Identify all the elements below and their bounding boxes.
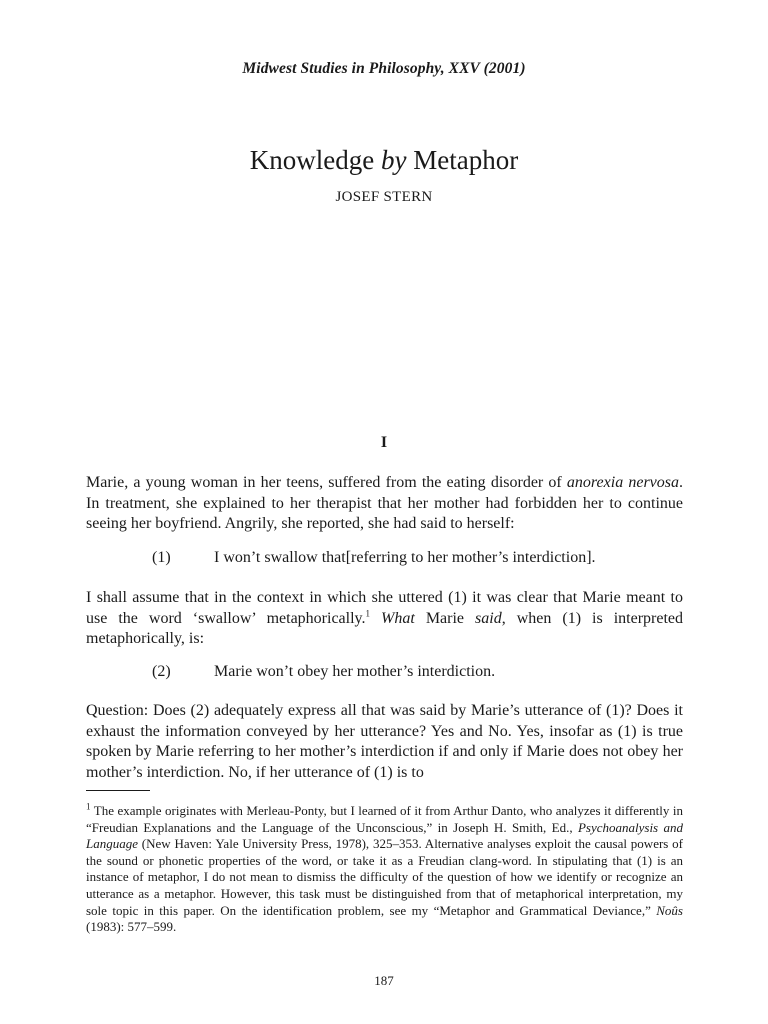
footnote-text-end: (1983): 577–599. [86, 919, 177, 935]
title-text-2: Metaphor [406, 145, 519, 175]
footnote-1 [86, 803, 683, 936]
paragraph-1-text: Marie, a young woman in her teens, suffered from the eating disorder of [86, 474, 567, 491]
article-author: JOSEF STERN [335, 189, 433, 205]
paragraph-2 [86, 588, 683, 650]
footnote-marker: 1 [86, 801, 91, 812]
section-heading: I [380, 434, 388, 451]
footnote-italic-title: Psychoanalysis and Language [86, 819, 683, 852]
paragraph-2-space [370, 610, 381, 627]
article-title [0, 145, 768, 176]
title-text-italic: by [381, 145, 407, 175]
footnote-text: The example originates with Merleau-Ponty, but I learned of it from Arthur Danto, who analyzes it differently in “Freudian Explanations and the Language of the Unconscious,” in Joseph H. Smith, Ed., [86, 803, 683, 835]
footnote-reference[interactable]: 1 [365, 608, 371, 619]
example-1-number: (1) [152, 549, 171, 566]
paragraph-2-italic-what: What [381, 609, 415, 627]
paragraph-2-text-mid: Marie [414, 609, 476, 627]
paragraph-1 [86, 473, 683, 535]
footnote-italic-journal: Noûs [656, 902, 683, 918]
paragraph-2-text: I shall assume that in the context in which she uttered (1) it was clear that Marie meant to use the word ‘swallow’ metaphorically. [86, 589, 683, 627]
example-2-text: Marie won’t obey her mother’s interdiction. [214, 663, 496, 680]
page-number: 187 [374, 973, 394, 988]
footnote-text-mid: (New Haven: Yale University Press, 1978), 325–353. Alternative analyses exploit the causal powers of the sound or phonetic properties of the word, or take it as a Freudian clang-word. In stipulating that (1) is an instance of metaphor, I do not mean to dismiss the difficulty of the question of how we identify or recognize an utterance as a metaphor. However, this task must be distinguished from that of metaphorical interpretation, my sole topic in this paper. On the identification problem, see my “Metaphor and Grammatical Deviance,” [86, 836, 683, 918]
footnote-divider [86, 790, 150, 791]
example-2-number: (2) [152, 663, 171, 680]
example-1-text: I won’t swallow that[referring to her mother’s interdiction]. [214, 549, 596, 566]
paragraph-1-text-end: . In treatment, she explained to her therapist that her mother had forbidden her to continue seeing her boyfriend. Angrily, she reported, she had said to herself: [86, 474, 684, 532]
title-text-1: Knowledge [249, 145, 381, 175]
journal-header: Midwest Studies in Philosophy, XXV (2001) [242, 60, 526, 77]
paragraph-3: Question: Does (2) adequately express all that was said by Marie’s utterance of (1)? Does it exhaust the information conveyed by her utterance? Yes and No. Yes, insofar as (1) is true spoken by Marie referring to her mother’s interdiction if and only if Marie does not obey her mother’s interdiction. No, if her utterance of (1) is to [86, 702, 683, 781]
paragraph-2-italic-said: said [475, 609, 502, 627]
paragraph-2-text-end: , when (1) is interpreted metaphorically, is: [86, 609, 684, 647]
paragraph-1-italic: anorexia nervosa [566, 474, 680, 491]
